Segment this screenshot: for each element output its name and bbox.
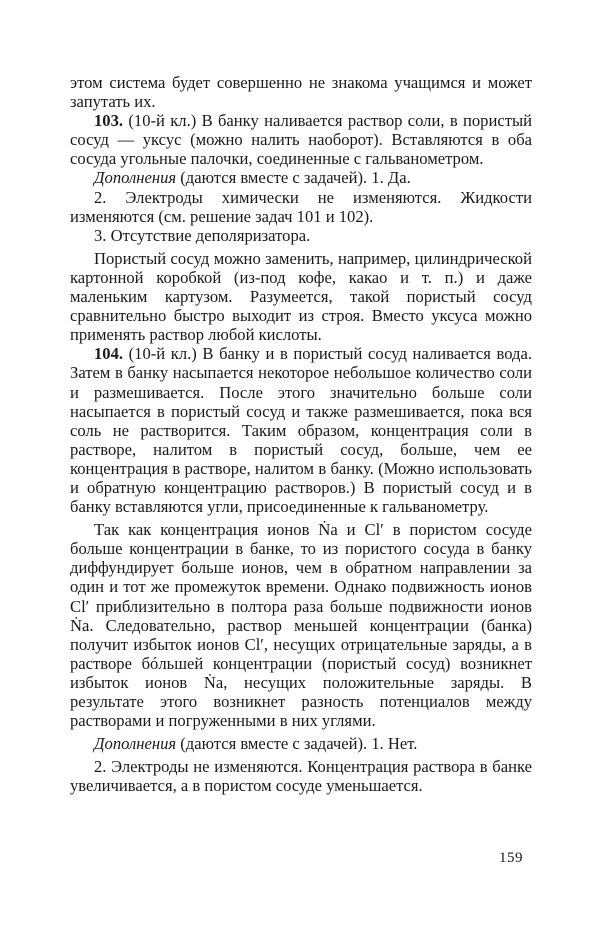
additions-104 bbox=[70, 734, 532, 753]
text-run: Так как концентрация ионов Ṅa и Cl′ в пористом сосуде больше концентрации в банке, то из пористого сосуда в банку диффундирует больше ионов, чем в обратном направлении за один и тот же промежуток времени. Однако подвижность ионов Cl′ приблизительно в полтора раза больше подвижности ионов Ṅa. Следовательно, раствор меньшей концентрации (банка) получит избыток ионов Cl′, несущих отрицательные заряды, а в растворе бóльшей концентрации (пористый сосуд) возникнет избыток ионов Ṅa, несущих положительные заряды. В результате этого возникнет разность потенциалов между растворами и погруженными в них углями. bbox=[70, 520, 532, 731]
additions-103 bbox=[70, 168, 532, 187]
problem-number: 104. bbox=[94, 344, 124, 364]
answer-104-2 bbox=[70, 757, 532, 795]
body-text bbox=[70, 73, 532, 795]
text-run: (даются вместе с задачей). 1. Нет. bbox=[176, 734, 418, 754]
text-run: (даются вместе с задачей). 1. Да. bbox=[176, 168, 411, 188]
text-run: 3. Отсутствие деполяризатора. bbox=[94, 225, 311, 245]
emphasis: Дополнения bbox=[94, 734, 177, 754]
problem-number: 103. bbox=[94, 111, 124, 131]
text-run: 2. Электроды химически не изменяются. Жидкости изменяются (см. решение задач 101 и 102). bbox=[70, 187, 532, 226]
explanation-104 bbox=[70, 520, 532, 730]
paragraph-continuation bbox=[70, 73, 532, 111]
emphasis: Дополнения bbox=[94, 168, 177, 188]
text-run: этом система будет совершенно не знакома учащимся и может запутать их. bbox=[70, 73, 532, 112]
text-run: Пористый сосуд можно заменить, например, цилиндрической картонной коробкой (из-под кофе, какао и т. п.) и даже маленьким картузом. Разумеется, такой пористый сосуд сравнительно быстро выходит из строя. Вместо уксуса можно применять раствор любой кислоты. bbox=[70, 248, 532, 345]
page-number: 159 bbox=[499, 850, 523, 866]
text-run: (10-й кл.) В банку и в пористый сосуд наливается вода. Затем в банку насыпается некоторое небольшое количество соли и размешивается. После этого значительно больше соли насыпается в пористый сосуд и также размешивается, пока вся соль не растворится. Таким образом, концентрация соли в растворе, налитом в пористый сосуд, больше, чем ее концентрация в растворе, налитом в банку. (Можно использовать и обратную концентрацию растворов.) В пористый сосуд и в банку вставляются угли, присоединенные к гальванометру. bbox=[70, 344, 532, 517]
text-run: (10-й кл.) В банку наливается раствор соли, в пористый сосуд — уксус (можно налить наоборот). Вставляются в оба сосуда угольные палочки, соединенные с гальванометром. bbox=[70, 111, 532, 169]
problem-104 bbox=[70, 344, 532, 516]
answer-103-3 bbox=[70, 226, 532, 245]
problem-103 bbox=[70, 111, 532, 168]
answer-103-2 bbox=[70, 188, 532, 226]
note-porous-vessel bbox=[70, 249, 532, 344]
text-run: 2. Электроды не изменяются. Концентрация раствора в банке увеличивается, а в пористом сосуде уменьшается. bbox=[70, 757, 532, 796]
